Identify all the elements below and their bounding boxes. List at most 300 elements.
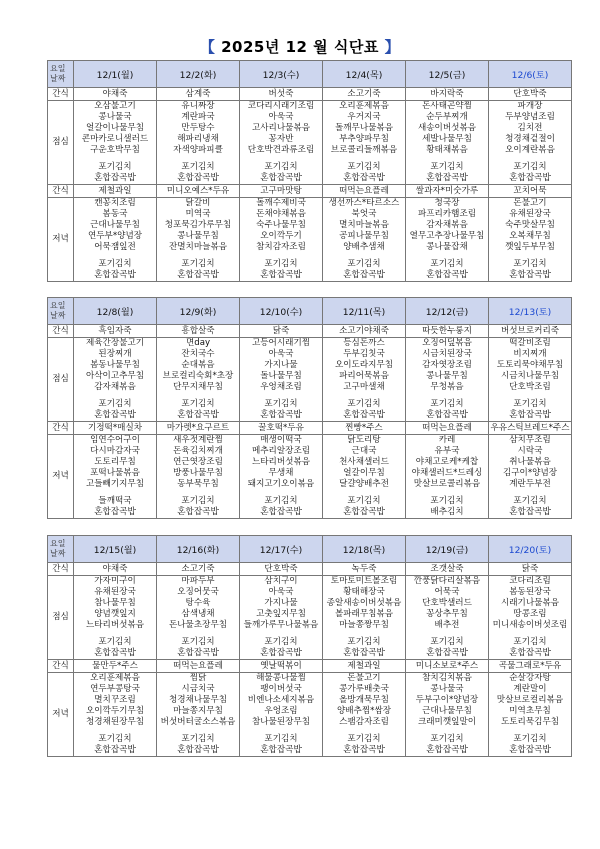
meal-cell [240,338,323,422]
menu-item: 혼합잡곡밥 [426,648,468,658]
menu-item: 카레 [438,435,456,445]
snack-cell: 버섯브로커리죽 [489,325,572,338]
snack-row [48,563,572,576]
menu-item: 혼합잡곡밥 [509,745,551,755]
menu-item: 혼합잡곡밥 [509,173,551,183]
meal-cell [323,101,406,185]
menu-item: 고등어시래기찜 [251,338,311,348]
menu-item: 숙주맛살무침 [505,220,555,230]
menu-item: 우엉조림 [264,706,298,716]
menu-item: 혼합잡곡밥 [260,507,302,517]
row-label: 저녁 [48,198,74,282]
menu-item: 혼합잡곡밥 [509,270,551,280]
menu-item: 미니새송이버섯조림 [492,620,568,630]
menu-item: 아욱국 [268,349,294,359]
snack-cell: 흑임자죽 [74,325,157,338]
menu-item: 오복채무침 [509,231,551,241]
menu-item: 우엉채조림 [260,382,302,392]
menu-item: 코다리시래기조림 [247,101,315,111]
menu-item: 얼갈이무침 [343,468,385,478]
menu-item: 가자미구이 [94,576,136,586]
menu-item: 탕수육 [185,598,211,608]
snack-cell: 따듯한누룽지 [406,325,489,338]
menu-item: 혼합잡곡밥 [509,410,551,420]
menu-item: 가지나물 [264,598,298,608]
date-cell: 12/2(화) [157,61,240,88]
snack-cell: 소고기야채죽 [323,325,406,338]
menu-item: 파개장 [517,101,543,111]
menu-item: 포기김치 [264,162,298,172]
menu-item: 혼합잡곡밥 [94,745,136,755]
menu-item: 포기김치 [513,399,547,409]
menu-item: 연두부*양념장 [87,231,143,241]
snack-cell: 바지락죽 [406,88,489,101]
menu-item: 제육간장불고기 [85,338,145,348]
menu-item: 깐풍닭다리살볶음 [413,576,481,586]
menu-item: 방풍나물무침 [173,468,223,478]
menu-item: 돌깨무나물볶음 [334,123,394,133]
week-table [47,535,572,757]
menu-item: 혼합잡곡밥 [177,745,219,755]
menu-item: 브로콜리들깨볶음 [330,145,398,155]
menu-item: 비지찌개 [513,349,547,359]
menu-item: 양념깻잎지 [94,609,136,619]
menu-item: 생선까스*타르소스 [328,198,400,208]
row-label: 간식 [48,563,74,576]
menu-item: 새우젓계란찜 [173,435,223,445]
menu-item: 혼합잡곡밥 [177,648,219,658]
menu-item: 연두부콩탕국 [90,684,140,694]
date-cell: 12/9(화) [157,298,240,325]
menu-item: 근대국 [351,446,377,456]
menu-item: 구운호박무침 [90,145,140,155]
meal-cell [240,673,323,757]
meal-cell [406,198,489,282]
menu-item: 봄동된장국 [509,587,551,597]
menu-item: 느타리버섯볶음 [85,620,145,630]
row-label: 점심 [48,576,74,660]
menu-item: 파리어묵볶음 [339,371,389,381]
snack-cell: 조갯살죽 [406,563,489,576]
menu-item: 떡갈비조림 [509,338,551,348]
menu-item: 돈불고기 [513,198,547,208]
menu-item: 혼합잡곡밥 [260,173,302,183]
header-corner: 요일 날짜 [48,298,74,325]
meal-cell [240,198,323,282]
menu-item: 혼합잡곡밥 [343,648,385,658]
menu-item: 유니짜장 [181,101,215,111]
menu-item: 참치감자조림 [256,242,306,252]
menu-item: 포기김치 [98,399,132,409]
meal-cell [406,673,489,757]
menu-item: 포기김치 [181,162,215,172]
menu-item: 우거지국 [347,112,381,122]
menu-item: 도토리묵김무침 [500,717,560,727]
meal-cell [489,435,572,519]
menu-item: 캔꽁치조림 [94,198,136,208]
date-cell: 12/10(수) [240,298,323,325]
menu-item: 잔멸치마늘볶음 [168,242,228,252]
title-text: 2025년 12 월 식단표 [221,38,379,56]
menu-item: 근대나물무침 [422,706,472,716]
page-title [0,36,600,58]
menu-item: 공피나물무침 [339,231,389,241]
title-bracket-right: 】 [384,38,401,56]
menu-item: 포기김치 [430,734,464,744]
menu-item: 혼합잡곡밥 [509,507,551,517]
menu-item: 올방개묵무침 [339,695,389,705]
menu-item: 닭갈비 [185,198,211,208]
menu-item: 포기김치 [264,496,298,506]
snack-cell: 소고기죽 [323,88,406,101]
menu-item: 무생채 [268,468,294,478]
menu-item: 부추양파무침 [339,134,389,144]
meal-cell [240,101,323,185]
menu-item: 얼갈이나물무침 [85,123,145,133]
menu-item: 포기김치 [264,637,298,647]
menu-item: 혼합잡곡밥 [94,648,136,658]
snack-cell: 야채죽 [74,563,157,576]
menu-item: 감자채볶음 [426,220,468,230]
row-label: 간식 [48,422,74,435]
menu-item: 혼합잡곡밥 [343,410,385,420]
menu-item: 혼합잡곡밥 [260,270,302,280]
menu-item: 유채된장국 [509,209,551,219]
snack-row [48,325,572,338]
menu-item: 근대나물무침 [90,220,140,230]
menu-item: 마늘쫑짱무침 [339,620,389,630]
snack-row [48,422,572,435]
menu-item: 오리훈제볶음 [90,673,140,683]
menu-item: 종알새송이버섯볶음 [326,598,402,608]
menu-item: 고구마샐채 [343,382,385,392]
menu-item: 포기김치 [513,637,547,647]
menu-item: 마파두부 [181,576,215,586]
menu-item: 혼합잡곡밥 [343,270,385,280]
date-cell: 12/16(화) [157,536,240,563]
meal-cell [489,338,572,422]
meal-cell [74,576,157,660]
date-cell: 12/3(수) [240,61,323,88]
menu-item: 오징어덮볶음 [422,338,472,348]
snack-cell: 고구마맛탕 [240,185,323,198]
meal-cell [406,576,489,660]
menu-item: 순대볶음 [181,360,215,370]
menu-item: 가지나물 [264,360,298,370]
date-cell: 12/5(금) [406,61,489,88]
menu-item: 멸치마늘볶음 [339,220,389,230]
dinner-row [48,435,572,519]
date-cell: 12/18(목) [323,536,406,563]
menu-item: 포기김치 [181,399,215,409]
menu-item: 혼합잡곡밥 [260,648,302,658]
meal-cell [406,338,489,422]
date-cell: 12/11(목) [323,298,406,325]
meal-cell [489,101,572,185]
menu-item: 돈나물초장무침 [168,620,228,630]
title-bracket-left: 【 [199,38,216,56]
menu-item: 야채샐러드*드레싱 [411,468,483,478]
snack-cell: 옛날떡볶이 [240,660,323,673]
menu-item: 면day [185,338,211,348]
menu-item: 콩나물국 [98,112,132,122]
menu-item: 혼합잡곡밥 [177,507,219,517]
snack-cell: 쌀과자*미숫가루 [406,185,489,198]
header-corner: 요일 날짜 [48,536,74,563]
menu-item: 스팸감자조림 [339,717,389,727]
menu-item: 만두탕수 [181,123,215,133]
menu-item: 포기김치 [347,259,381,269]
date-cell: 12/1(월) [74,61,157,88]
menu-item: 돈채야채볶음 [256,209,306,219]
menu-item: 청포묵김가루무침 [164,220,232,230]
meal-cell [323,198,406,282]
menu-item: 돌나물무침 [260,371,302,381]
menu-item: 감자엿장조림 [422,360,472,370]
menu-item: 참나물무침 [94,598,136,608]
menu-item: 잔치국수 [181,349,215,359]
snack-cell: 꿀호떡*두유 [240,422,323,435]
menu-item: 들깨떡국 [98,496,132,506]
date-cell: 12/19(금) [406,536,489,563]
menu-item: 볼파래무침볶음 [334,609,394,619]
meal-cell [406,435,489,519]
row-label: 점심 [48,101,74,185]
snack-cell: 꼬치어묵 [489,185,572,198]
snack-cell: 단호박죽 [489,88,572,101]
menu-item: 계란파국 [181,112,215,122]
menu-item: 돌깨수제비국 [256,198,306,208]
menu-item: 유부국 [434,446,460,456]
date-cell: 12/8(월) [74,298,157,325]
menu-item: 혼합잡곡밥 [94,173,136,183]
menu-item: 고들빼기지무침 [85,479,145,489]
meal-cell [157,101,240,185]
menu-item: 계란말이 [513,684,547,694]
menu-item: 미역초무침 [509,706,551,716]
menu-item: 임연수어구이 [90,435,140,445]
menu-item: 콘마카로니샐러드 [81,134,149,144]
menu-item: 포기김치 [430,637,464,647]
meal-cell [489,673,572,757]
menu-item: 혼합잡곡밥 [426,173,468,183]
menu-item: 세발나물무침 [422,134,472,144]
menu-item: 순두부찌개 [426,112,468,122]
snack-cell: 녹두죽 [323,563,406,576]
menu-item: 맛살브로컬리볶음 [496,695,564,705]
menu-item: 감자채볶음 [94,382,136,392]
menu-item: 오리훈제볶음 [339,101,389,111]
menu-item: 삼치무조림 [509,435,551,445]
menu-item: 무청볶음 [430,382,464,392]
snack-cell: 곡물그래로*두유 [489,660,572,673]
menu-item: 된장찌개 [98,349,132,359]
menu-item: 콩나물국 [430,684,464,694]
menu-item: 들깨가루무나물볶음 [243,620,319,630]
snack-cell: 단호박죽 [240,563,323,576]
menu-item: 해물콩나물찜 [256,673,306,683]
menu-item: 느타리버섯볶음 [251,457,311,467]
menu-item: 콩나물잡채 [426,242,468,252]
menu-item: 북엇국 [351,209,377,219]
meal-cell [489,198,572,282]
snack-row [48,185,572,198]
menu-item: 혼합잡곡밥 [94,270,136,280]
menu-item: 삼색냉채 [181,609,215,619]
menu-item: 참치김치볶음 [422,673,472,683]
snack-cell: 마가렛*요구르트 [157,422,240,435]
snack-cell: 물만두*주스 [74,660,157,673]
menu-item: 달걀양배추전 [339,479,389,489]
menu-item: 포기김치 [430,496,464,506]
menu-item: 두부양념조림 [505,112,555,122]
meal-cell [74,198,157,282]
menu-item: 포기김치 [347,734,381,744]
menu-item: 해파리냉채 [177,134,219,144]
menu-item: 오이계란볶음 [505,145,555,155]
menu-item: 다시마감자국 [90,446,140,456]
dinner-row [48,198,572,282]
menu-item: 청국장 [434,198,460,208]
menu-item: 닭도리탕 [347,435,381,445]
menu-item: 꽁상추무침 [426,609,468,619]
snack-cell: 닭죽 [240,325,323,338]
menu-item: 포기김치 [347,162,381,172]
menu-item: 포기김치 [264,259,298,269]
menu-item: 버섯버터굴소스볶음 [160,717,236,727]
menu-item: 단호박견과류조림 [247,145,315,155]
menu-item: 혼합잡곡밥 [177,270,219,280]
date-cell: 12/15(월) [74,536,157,563]
meal-cell [74,338,157,422]
date-cell: 12/4(목) [323,61,406,88]
menu-item: 아욱국 [268,587,294,597]
menu-item: 배추김치 [430,507,464,517]
menu-item: 맛살브로콜리볶음 [413,479,481,489]
dinner-row [48,673,572,757]
snack-cell: 닭죽 [489,563,572,576]
snack-cell: 미니오예스*두유 [157,185,240,198]
row-label: 간식 [48,88,74,101]
menu-item: 포기김치 [430,162,464,172]
menu-item: 시래기나물볶음 [500,598,560,608]
menu-item: 돼지고기오이볶음 [247,479,315,489]
menu-item: 두부구이*양념장 [415,695,479,705]
menu-item: 포기김치 [181,637,215,647]
snack-cell: 버섯죽 [240,88,323,101]
menu-item: 봄동나물무침 [90,360,140,370]
menu-item: 자색양파피클 [173,145,223,155]
menu-item: 포기김치 [347,637,381,647]
menu-item: 참나물된장무침 [251,717,311,727]
menu-item: 포떡나물볶음 [90,468,140,478]
menu-item: 도토리묵야채무침 [496,360,564,370]
menu-item: 포기김치 [98,637,132,647]
menu-item: 파프리카햄조림 [417,209,477,219]
menu-item: 꽁자반 [268,134,294,144]
row-label: 저녁 [48,435,74,519]
menu-item: 메추리알장조림 [251,446,311,456]
header-row [48,536,572,563]
menu-item: 포기김치 [98,259,132,269]
header-row [48,298,572,325]
menu-item: 삼치구이 [264,576,298,586]
snack-cell: 흥합살죽 [157,325,240,338]
meal-cell [157,576,240,660]
meal-cell [323,338,406,422]
menu-item: 동부묵무침 [177,479,219,489]
menu-item: 혼합잡곡밥 [343,173,385,183]
menu-item: 연근엿장조림 [173,457,223,467]
menu-item: 황태채볶음 [426,145,468,155]
menu-item: 땅콩조림 [513,609,547,619]
snack-cell: 찐빵*주스 [323,422,406,435]
menu-item: 순살강자탕 [509,673,551,683]
menu-item: 혼합잡곡밥 [94,410,136,420]
header-corner: 요일 날짜 [48,61,74,88]
lunch-row [48,101,572,185]
menu-item: 열무고추장나물무침 [409,231,485,241]
menu-item: 계란두부전 [509,479,551,489]
menu-item: 단호박조림 [509,382,551,392]
meal-cell [240,435,323,519]
menu-item: 혼합잡곡밥 [426,410,468,420]
menu-item: 야채고로케*케찹 [415,457,479,467]
menu-item: 숙주나물무침 [256,220,306,230]
menu-item: 오삼불고기 [94,101,136,111]
menu-item: 양배추찜*쌈장 [336,706,392,716]
menu-item: 혼합잡곡밥 [509,648,551,658]
date-cell: 12/13(토) [489,298,572,325]
lunch-row [48,338,572,422]
meal-cell [74,101,157,185]
menu-item: 돈불고기 [347,673,381,683]
meal-cell [489,576,572,660]
menu-item: 시금치나물무침 [500,371,560,381]
menu-item: 아삭이고추무침 [85,371,145,381]
menu-item: 오이깍두기 [260,231,302,241]
menu-item: 팽이버섯국 [260,684,302,694]
menu-item: 청경채나물무침 [168,695,228,705]
menu-item: 시락국 [517,446,543,456]
menu-item: 코다리조림 [509,576,551,586]
menu-item: 양배추샘채 [343,242,385,252]
menu-item: 콩나물무침 [426,371,468,381]
menu-item: 깻잎두부무침 [505,242,555,252]
snack-cell: 소고기죽 [157,563,240,576]
menu-item: 고춧잎지무침 [256,609,306,619]
menu-item: 혼합잡곡밥 [94,507,136,517]
menu-item: 포기김치 [513,496,547,506]
menu-item: 천사채샐러드 [339,457,389,467]
lunch-row [48,576,572,660]
row-label: 간식 [48,325,74,338]
menu-item: 미역국 [185,209,211,219]
menu-item: 오이도라지무침 [334,360,394,370]
menu-item: 멸치꾸조림 [94,695,136,705]
menu-item: 포기김치 [264,734,298,744]
menu-item: 황태해장국 [343,587,385,597]
snack-cell: 제철과일 [74,185,157,198]
row-label: 간식 [48,660,74,673]
menu-item: 아욱국 [268,112,294,122]
menu-item: 등심돈까스 [343,338,385,348]
snack-cell: 떠먹는요플레 [323,185,406,198]
row-label: 간식 [48,185,74,198]
menu-item: 혼합잡곡밥 [343,507,385,517]
date-cell: 12/6(토) [489,61,572,88]
menu-item: 크래미깻잎말이 [417,717,477,727]
